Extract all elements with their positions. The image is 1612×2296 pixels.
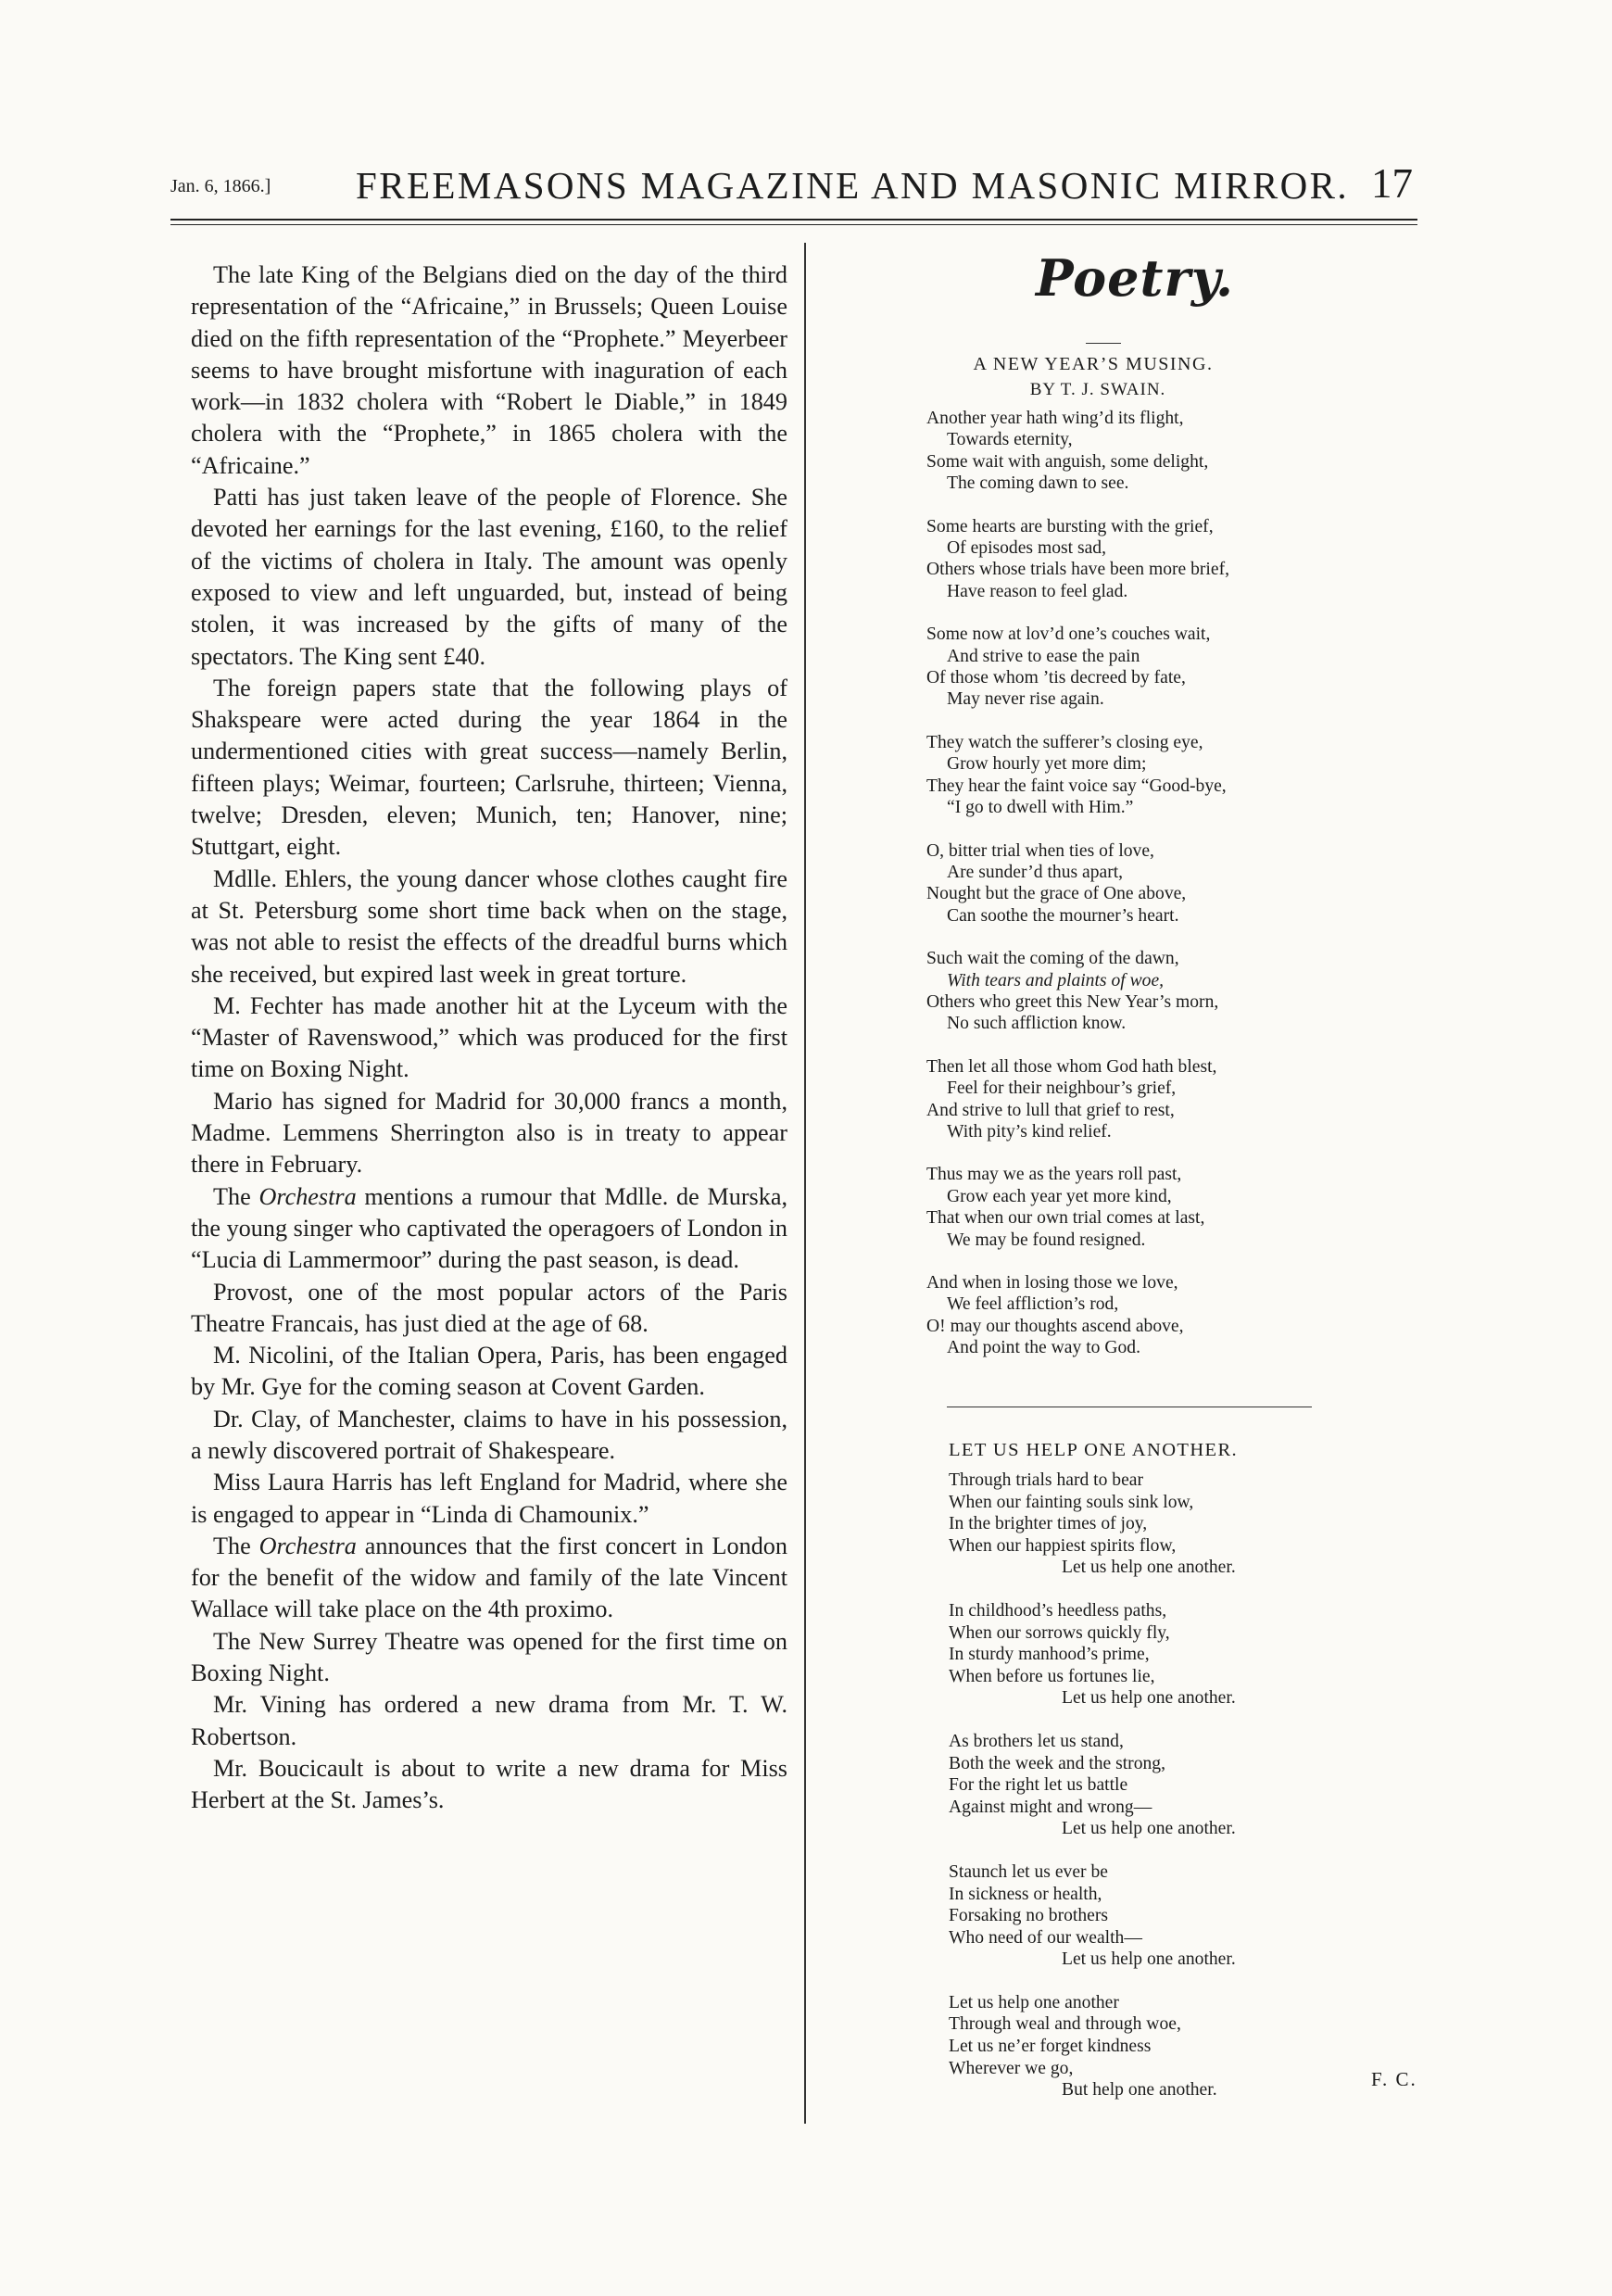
news-paragraph bbox=[191, 1340, 787, 1404]
poem-line: Let us help one another bbox=[949, 1992, 1119, 2012]
poem-line: Against might and wrong— bbox=[949, 1797, 1152, 1817]
poem-line: Both the week and the strong, bbox=[949, 1753, 1165, 1773]
poem-line: Nought but the grace of One above, bbox=[926, 884, 1187, 904]
poem-new-years-musing bbox=[926, 408, 1229, 1381]
column-divider bbox=[804, 243, 806, 2124]
poem-stanza bbox=[949, 1600, 1236, 1709]
paragraph-text: The foreign papers state that the following plays of Shakspeare were acted during the year 1864 in the undermentioned cities with great success—namely Berlin, fifteen plays; Weimar, fourteen; Carlsruhe, thirteen; Vienna, twelve; Dresden, eleven; Munich, ten; Hanover, nine; Stuttgart, eight. bbox=[191, 674, 787, 861]
poem-line: Through trials hard to bear bbox=[949, 1470, 1144, 1490]
poem-refrain: Let us help one another. bbox=[1062, 1949, 1236, 1970]
poem-stanza bbox=[926, 948, 1229, 1035]
poem-author: BY T. J. SWAIN. bbox=[1029, 380, 1166, 399]
poem-line: We may be found resigned. bbox=[947, 1230, 1146, 1250]
poem-line: Grow hourly yet more dim; bbox=[947, 754, 1147, 775]
poem-stanza bbox=[949, 1861, 1236, 1971]
poem-line: Feel for their neighbour’s grief, bbox=[947, 1079, 1177, 1099]
paragraph-text: Provost, one of the most popular actors of the Paris Theatre Francais, has just died at the age of 68. bbox=[191, 1278, 787, 1337]
poem-stanza bbox=[926, 1272, 1229, 1359]
poem-line: Through weal and through woe, bbox=[949, 2014, 1181, 2035]
news-paragraph bbox=[191, 1277, 787, 1341]
poem-line: They watch the sufferer’s closing eye, bbox=[926, 732, 1203, 752]
poem-line: Then let all those whom God hath blest, bbox=[926, 1056, 1217, 1077]
news-paragraph bbox=[191, 1086, 787, 1181]
poem-stanza bbox=[949, 1470, 1236, 1579]
poem-refrain: Let us help one another. bbox=[1062, 1819, 1236, 1839]
poem-line: And strive to ease the pain bbox=[947, 646, 1140, 666]
poem-line: We feel affliction’s rod, bbox=[947, 1294, 1119, 1315]
poem-line: Such wait the coming of the dawn, bbox=[926, 949, 1179, 969]
poem-line: Some hearts are bursting with the grief, bbox=[926, 516, 1214, 536]
poem-line: And when in losing those we love, bbox=[926, 1273, 1178, 1293]
news-paragraph bbox=[191, 1404, 787, 1468]
header-rule-thin bbox=[170, 224, 1417, 225]
poem-let-us-help-one-another bbox=[949, 1470, 1236, 2123]
poem-line: For the right let us battle bbox=[949, 1775, 1128, 1796]
news-paragraph bbox=[191, 1181, 787, 1277]
heading-rule bbox=[1086, 343, 1121, 344]
poem-line: Wherever we go, bbox=[949, 2058, 1074, 2078]
page-number: 17 bbox=[1371, 160, 1413, 207]
poem-line: And point the way to God. bbox=[947, 1338, 1140, 1358]
news-paragraph bbox=[191, 864, 787, 990]
poem-line: Let us ne’er forget kindness bbox=[949, 2037, 1152, 2057]
poem-line: As brothers let us stand, bbox=[949, 1731, 1124, 1751]
news-paragraph bbox=[191, 1531, 787, 1626]
poem-line: They hear the faint voice say “Good-bye, bbox=[926, 776, 1227, 796]
poetry-heading: Poetry. bbox=[1036, 248, 1234, 308]
poem-line: When our happiest spirits flow, bbox=[949, 1535, 1177, 1556]
poem-line: When before us fortunes lie, bbox=[949, 1666, 1155, 1686]
paragraph-text: Dr. Clay, of Manchester, claims to have in his possession, a newly discovered portrait of Shakespeare. bbox=[191, 1405, 787, 1464]
poem-line: In sturdy manhood’s prime, bbox=[949, 1645, 1150, 1665]
poem-line: In childhood’s heedless paths, bbox=[949, 1600, 1167, 1621]
news-paragraph bbox=[191, 259, 787, 482]
header-rule-thick bbox=[170, 219, 1417, 221]
poem-line: In the brighter times of joy, bbox=[949, 1514, 1148, 1534]
poem-line: Are sunder’d thus apart, bbox=[947, 862, 1124, 882]
poem-stanza bbox=[949, 1992, 1236, 2101]
poem-refrain: Let us help one another. bbox=[1062, 1558, 1236, 1578]
news-paragraph bbox=[191, 1626, 787, 1690]
poem-stanza bbox=[926, 840, 1229, 927]
poem-line: In sickness or health, bbox=[949, 1884, 1102, 1904]
poem-line: Towards eternity, bbox=[947, 430, 1073, 450]
paragraph-text: The bbox=[213, 1532, 259, 1559]
paragraph-text: announces that the first concert in London for the benefit of the widow and family of the late Vincent Wallace will take place on the 4th proximo. bbox=[191, 1532, 787, 1623]
poem-line: When our sorrows quickly fly, bbox=[949, 1622, 1170, 1643]
paragraph-text: Mario has signed for Madrid for 30,000 francs a month, Madme. Lemmens Sherrington also is in treaty to appear there in February. bbox=[191, 1087, 787, 1179]
poem-title: LET US HELP ONE ANOTHER. bbox=[949, 1440, 1239, 1460]
paragraph-text: Mr. Boucicault is about to write a new drama for Miss Herbert at the St. James’s. bbox=[191, 1754, 787, 1814]
poem-line: “I go to dwell with Him.” bbox=[947, 798, 1134, 818]
news-column bbox=[191, 259, 787, 1817]
paragraph-text: M. Nicolini, of the Italian Opera, Paris, has been engaged by Mr. Gye for the coming season at Covent Garden. bbox=[191, 1342, 787, 1401]
poem-line: That when our own trial comes at last, bbox=[926, 1208, 1205, 1229]
news-paragraph bbox=[191, 482, 787, 673]
poem-line: O! may our thoughts ascend above, bbox=[926, 1316, 1184, 1336]
news-paragraph bbox=[191, 1467, 787, 1531]
paragraph-text: Miss Laura Harris has left England for Madrid, where she is engaged to appear in “Linda di Chamounix.” bbox=[191, 1469, 787, 1528]
poem-line: Thus may we as the years roll past, bbox=[926, 1165, 1182, 1185]
poem-line: With tears and plaints of woe, bbox=[947, 970, 1165, 990]
poem-line: Another year hath wing’d its flight, bbox=[926, 409, 1184, 428]
poem-refrain: Let us help one another. bbox=[1062, 1688, 1236, 1709]
poem-line: Others who greet this New Year’s morn, bbox=[926, 991, 1219, 1012]
poem-line: Staunch let us ever be bbox=[949, 1861, 1108, 1882]
paragraph-text: Mr. Vining has ordered a new drama from Mr. T. W. Robertson. bbox=[191, 1691, 787, 1750]
poem-line: Have reason to feel glad. bbox=[947, 581, 1128, 601]
poem-line: And strive to lull that grief to rest, bbox=[926, 1100, 1175, 1120]
poem-line: Some wait with anguish, some delight, bbox=[926, 451, 1209, 472]
paragraph-text: The bbox=[213, 1182, 259, 1210]
poem-line: O, bitter trial when ties of love, bbox=[926, 840, 1154, 861]
poem-line: With pity’s kind relief. bbox=[947, 1121, 1112, 1142]
poem-line: Of those whom ’tis decreed by fate, bbox=[926, 668, 1186, 688]
paragraph-text: The New Surrey Theatre was opened for the first time on Boxing Night. bbox=[191, 1627, 787, 1687]
paragraph-text: mentions a rumour that Mdlle. de Murska, the young singer who captivated the operagoers of London in “Lucia di Lammermoor” during the past season, is dead. bbox=[191, 1182, 788, 1274]
poem-title: A NEW YEAR’S MUSING. bbox=[973, 354, 1214, 374]
paragraph-text: M. Fechter has made another hit at the Lyceum with the “Master of Ravenswood,” which was produced for the first time on Boxing Night. bbox=[191, 991, 787, 1083]
paragraph-text: The late King of the Belgians died on the day of the third representation of the “Africaine,” in Brussels; Queen Louise died on the fifth representation of the “Prophete.” Meyerbeer seems to have brought misfortune with inaguration of each work—in 1832 cholera with “Robert le Diable,” in 1849 cholera with the “Prophete,” in 1865 cholera with the “Africaine.” bbox=[191, 261, 787, 479]
poem-line: Others whose trials have been more brief, bbox=[926, 560, 1229, 580]
poem-refrain: But help one another. bbox=[1062, 2080, 1217, 2100]
italic-text: Orchestra bbox=[258, 1532, 357, 1559]
poem-line: Some now at lov’d one’s couches wait, bbox=[926, 624, 1211, 645]
poem-stanza bbox=[949, 1731, 1236, 1840]
news-paragraph bbox=[191, 990, 787, 1086]
poem-stanza bbox=[926, 1164, 1229, 1251]
poem-line: When our fainting souls sink low, bbox=[949, 1492, 1194, 1512]
paragraph-text: Patti has just taken leave of the people of Florence. She devoted her earnings for the last evening, £160, to the relief of the victims of cholera in Italy. The amount was openly exposed to view and left unguarded, but, instead of being stolen, it was increased by the gifts of many of the spectators. The King sent £40. bbox=[191, 484, 787, 670]
news-paragraph bbox=[191, 1689, 787, 1753]
poem-line: Can soothe the mourner’s heart. bbox=[947, 905, 1179, 926]
poem-stanza bbox=[926, 624, 1229, 711]
poem-stanza bbox=[926, 732, 1229, 819]
poem-line: The coming dawn to see. bbox=[947, 473, 1129, 494]
poem-line: No such affliction know. bbox=[947, 1014, 1127, 1034]
poem-line: Of episodes most sad, bbox=[947, 538, 1106, 559]
paragraph-text: Mdlle. Ehlers, the young dancer whose clothes caught fire at St. Petersburg some short time back when on the stage, was not able to resist the effects of the dreadful burns which she received, but expired last week in great torture. bbox=[191, 864, 787, 988]
poem-line: Forsaking no brothers bbox=[949, 1906, 1108, 1926]
italic-text: Orchestra bbox=[258, 1182, 357, 1210]
news-paragraph bbox=[191, 673, 787, 864]
poem-stanza bbox=[926, 408, 1229, 495]
poem-line: Grow each year yet more kind, bbox=[947, 1186, 1172, 1206]
issue-date: Jan. 6, 1866.] bbox=[170, 176, 271, 196]
news-paragraph bbox=[191, 1753, 787, 1817]
poem-line: Who need of our wealth— bbox=[949, 1927, 1142, 1948]
poem-line: May never rise again. bbox=[947, 689, 1104, 710]
poem-stanza bbox=[926, 1056, 1229, 1143]
poem-stanza bbox=[926, 516, 1229, 603]
magazine-title: FREEMASONS MAGAZINE AND MASONIC MIRROR. bbox=[356, 164, 1350, 207]
poem-signature: F. C. bbox=[1371, 2068, 1417, 2090]
